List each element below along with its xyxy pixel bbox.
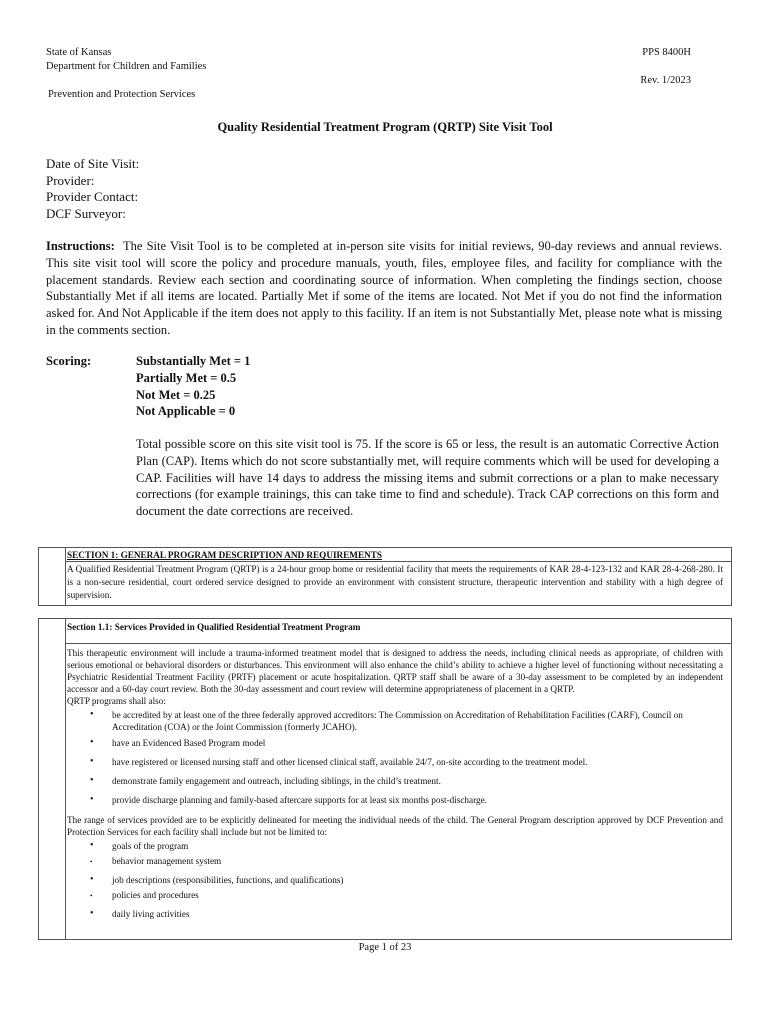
dcf-surveyor-label: DCF Surveyor: — [46, 205, 126, 221]
qrtp-requirements-list — [90, 709, 723, 806]
page-number: Page 1 of 23 — [358, 942, 412, 953]
list-item: • daily living activities — [90, 908, 190, 919]
bullet-icon: • — [90, 709, 94, 720]
list-item: • have an Evidenced Based Program model — [90, 737, 266, 748]
score-partially-met: Partially Met = 0.5 — [136, 370, 237, 385]
instructions-label: Instructions: — [46, 239, 115, 253]
bullet-icon: • — [90, 794, 94, 805]
list-item: • provide discharge planning and family-based aftercare supports for at least six months post-discharge. — [90, 794, 487, 805]
list-item: • policies and procedures — [90, 890, 199, 900]
section1-description: A Qualified Residential Treatment Program (QRTP) is a 24-hour group home or residential facility that meets the requirements of KAR 28-4-123-132 and KAR 28-4-268-280. It is a non-secure residential, court ordered service designed to provide an environment with consistent structure, therapeutic intervention and stability with a high degree of supervision. — [67, 564, 723, 600]
section1-1-list-intro: QRTP programs shall also: — [67, 696, 166, 706]
scoring-scale — [136, 353, 250, 420]
list-item: • job descriptions (responsibilities, functions, and qualifications) — [90, 874, 344, 885]
provider-contact-label: Provider Contact: — [46, 189, 139, 204]
bullet-icon: • — [90, 737, 94, 748]
list-item: • demonstrate family engagement and outreach, including siblings, in the child’s treatment. — [90, 775, 441, 786]
section1-1-row-divider — [65, 643, 731, 644]
section1-1-rating-column — [39, 619, 66, 939]
bullet-icon: • — [90, 840, 94, 851]
date-of-visit-label: Date of Site Visit: — [46, 156, 140, 171]
section1-heading: SECTION 1: GENERAL PROGRAM DESCRIPTION AND REQUIREMENTS — [67, 550, 382, 560]
agency-department: Department for Children and Families — [46, 61, 207, 72]
bullet-icon: • — [90, 858, 93, 866]
form-number: PPS 8400H — [642, 47, 691, 58]
bullet-icon: • — [90, 756, 94, 767]
bullet-icon: • — [90, 908, 94, 919]
bullet-icon: • — [90, 892, 93, 900]
document-title: Quality Residential Treatment Program (QRTP) Site Visit Tool — [217, 120, 553, 134]
list-item: • be accredited by at least one of the three federally approved accreditors: The Commission on Accreditation of Rehabilitation Facilities (CARF), Council on Accreditation (COA) or the Joint Commission (formerly JCAHO). — [90, 709, 683, 732]
agency-state: State of Kansas — [46, 47, 112, 58]
list-item: • behavior management system — [90, 856, 222, 866]
section1-rating-column — [39, 548, 66, 605]
list-item: • have registered or licensed nursing staff and other licensed clinical staff, available 24/7, on-site according to the treatment model. — [90, 756, 588, 767]
section1-table — [38, 547, 732, 606]
instructions-paragraph — [46, 238, 722, 339]
score-substantially-met: Substantially Met = 1 — [136, 354, 251, 368]
section1-1-description: This therapeutic environment will include a trauma-informed treatment model that is designed to address the needs, including clinical needs as appropriate, of children with serious emotional or behavioral disorders or disturbances. This environment will also enhance the child’s ability to achieve a higher level of functioning without necessitating a Psychiatric Residential Treatment Facility (PRTF) placement or acute hospitalization. QRTP staff shall be aware of a 30-day assessment to be completed by an independent accessor and a 60-day court review. Both the 30-day assessment and court review will determine appropriateness of placement in a QRTP. — [67, 648, 723, 694]
instructions-text: The Site Visit Tool is to be completed at in-person site visits for initial reviews, 90-day reviews and annual reviews. This site visit tool will score the policy and procedure manuals, youth, files, employee files, and facility for compliance with the placement standards. Review each section and coordinating source of information. When completing the findings section, choose Substantially Met if all items are located. Partially Met if some of the items are located. Not Met if you do not find the information asked for. And Not Applicable if the item does not apply to this facility. If an item is not Substantially Met, please note what is missing in the comments section. — [46, 239, 722, 337]
score-not-applicable: Not Applicable = 0 — [136, 404, 236, 419]
scoring-note: Total possible score on this site visit tool is 75. If the score is 65 or less, the result is an automatic Corrective Action Plan (CAP). Items which do not score substantially met, will require comments which will be used for developing a CAP. Facilities will have 14 days to address the missing items and submit corrections or a plan to make necessary corrections (for example trainings, this can take time to find and schedule). Track CAP corrections on this form and document the date corrections are received. — [136, 437, 719, 519]
list-item: • goals of the program — [90, 840, 189, 851]
provider-label: Provider: — [46, 172, 95, 188]
section1-1-table — [38, 618, 732, 940]
agency-division: Prevention and Protection Services — [48, 89, 196, 100]
section1-row-divider — [65, 561, 731, 562]
form-revision: Rev. 1/2023 — [640, 75, 691, 86]
visit-fields — [46, 156, 139, 222]
score-not-met: Not Met = 0.25 — [136, 387, 216, 402]
section1-1-body — [67, 647, 723, 920]
scoring-label: Scoring: — [46, 354, 92, 368]
program-description-list — [90, 840, 723, 920]
bullet-icon: • — [90, 874, 94, 885]
bullet-icon: • — [90, 775, 94, 786]
section1-1-range-text: The range of services provided are to be explicitly delineated for meeting the individual needs of the child. The General Program description approved by DCF Prevention and Protection Services for each facility shall include but not be limited to: — [67, 815, 723, 837]
agency-block — [46, 46, 206, 74]
section1-1-heading: Section 1.1: Services Provided in Qualified Residential Treatment Program — [67, 622, 361, 632]
